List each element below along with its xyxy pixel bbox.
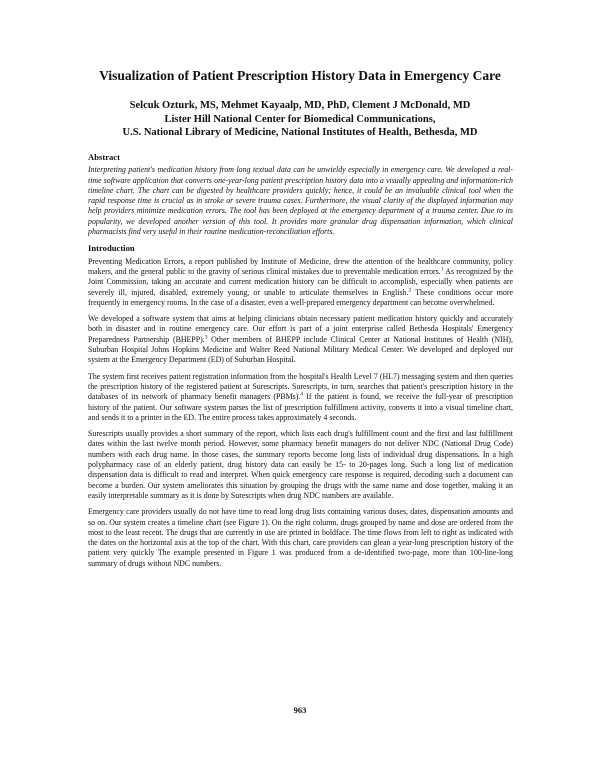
paragraph-2-a: We developed a software system that aims at helping clinicians obtain necessary patient medication history quickly and accurately both in disaster and in routine emergency care. Our effort is part of a joint enterprise called Bethesda Hospitals' Emergency Preparedness Partnership (BHEPP). bbox=[88, 314, 513, 344]
paragraph-3-b: If the patient is found, we receive the full-year of prescription history of the patient. Our software system parses the list of prescription fulfillment activity, converts it into a visual timeline chart, and sends it to a printer in the ED. The entire process takes approximately 4 seconds. bbox=[88, 392, 514, 422]
abstract-heading: Abstract bbox=[88, 152, 120, 162]
page-number: 963 bbox=[293, 705, 307, 715]
footnote-ref-3: 3 bbox=[204, 334, 208, 341]
affiliation-line-1: Lister Hill National Center for Biomedical Communications, bbox=[164, 113, 436, 125]
affiliation-line-2: U.S. National Library of Medicine, National Institutes of Health, Bethesda, MD bbox=[122, 127, 478, 138]
paragraph-1-b: As recognized by the Joint Commission, taking an accurate and current medication history can be difficult to accomplish, especially when patients are severely ill, injured, disabled, extremely young, or unable to articulate themselves in English. bbox=[88, 266, 513, 297]
paragraph-1-c: These conditions occur more frequently in emergency rooms. In the case of a disaster, even a well-prepared emergency department can become overwhelmed. bbox=[88, 287, 513, 307]
author-block bbox=[0, 99, 600, 140]
paragraph-5: Emergency care providers usually do not have time to read long drug lists containing various doses, dates, dispensation amounts and so on. Our system creates a timeline chart (see Figure 1). On the right column, drugs grouped by name and dose are ordered from the most to the least recent. The drugs that are currently in use are printed in boldface. The time flows from left to right as indicated with the dates on the horizontal axis at the top of the chart. With this chart, care providers can glean a year-long prescription history of the patient very quickly The example presented in Figure 1 was produced from a de-identified two-page, more than 100-line-long summary of drugs without NDC numbers. bbox=[88, 507, 513, 568]
paragraph-2 bbox=[88, 314, 513, 365]
introduction-heading: Introduction bbox=[88, 243, 135, 254]
footnote-ref-1: 1 bbox=[440, 266, 444, 273]
paper-title: Visualization of Patient Prescription History Data in Emergency Care bbox=[99, 68, 501, 83]
footnote-ref-2: 2 bbox=[408, 286, 412, 293]
paragraph-1-a: Preventing Medication Errors, a report published by Institute of Medicine, drew the attention of the healthcare community, policy makers, and the general public to the gravity of serious clinical mistakes due to preventable medication errors. bbox=[88, 256, 513, 276]
paragraph-2-b: Other members of BHEPP include Clinical Center at National Institutes of Health (NIH), Suburban Hospital Johns Hopkins Medicine and Walter Reed National Military Medical Center. We developed and deployed our system at the Emergency Department (ED) of Suburban Hospital. bbox=[88, 334, 513, 365]
abstract-text: Interpreting patient's medication history from long textual data can be unwieldy especially in emergency care. We developed a real-time software application that converts one-year-long patient prescription history data into a visually appealing and information-rich timeline chart. The chart can be digested by healthcare providers quickly; hence, it could be an invaluable clinical tool when the rapid response time is crucial as in stroke or severe trauma cases. Furthermore, the visual clarity of the displayed information may help providers minimize medication errors. The tool has been deployed at the emergency department of a trauma center. Due to its popularity, we developed another version of this tool. It provides more granular drug dispensation information, which clinical pharmacists find very useful in their routine medication-reconciliation efforts. bbox=[88, 165, 513, 237]
paragraph-3 bbox=[88, 372, 513, 423]
paragraph-3-a: The system first receives patient registration information from the hospital's Health Level 7 (HL7) messaging system and then queries the prescription history of the registered patient at Surescripts. Surescripts, in turn, searches that patient's prescription history in the databases of its network of pharmacy benefit managers (PBMs). bbox=[88, 371, 513, 402]
paragraph-1 bbox=[88, 257, 513, 308]
paragraph-4: Surescripts usually provides a short summary of the report, which lists each drug's fulfillment count and the first and last fulfillment dates within the last twelve month period. However, some pharmacy benefit managers do not deliver NDC (National Drug Code) numbers with each drug name. In those cases, the summary reports become long lists of individual drug dispensations. In a high polypharmacy case of an elderly patient, drug history data can easily be 15- to 20-pages long. Such a long list of medication dispensation data is difficult to read and interpret. When quick emergency care response is required, decoding such a document can become a burden. Our system ameliorates this situation by grouping the drugs with the same name and dose together, making it an easily interpretable summary as it is done by Surescripts when drug NDC numbers are available. bbox=[88, 429, 513, 500]
author-names: Selcuk Ozturk, MS, Mehmet Kayaalp, MD, PhD, Clement J McDonald, MD bbox=[129, 100, 471, 111]
footnote-ref-4: 4 bbox=[300, 391, 304, 398]
paper-body bbox=[88, 152, 513, 575]
